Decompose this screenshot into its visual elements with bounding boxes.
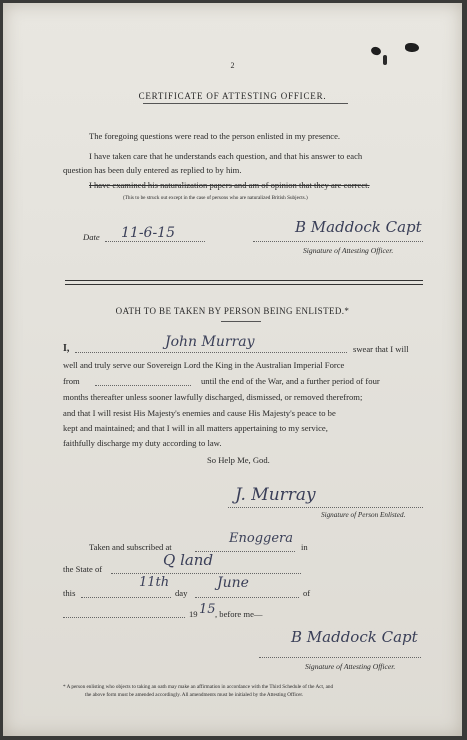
year-pre-line — [63, 617, 185, 618]
certificate-heading: CERTIFICATE OF ATTESTING OFFICER. — [138, 91, 327, 101]
month-handwritten: June — [217, 575, 249, 591]
naturalization-struck-line: I have examined his naturalization papers and am of opinion that they are correct. — [89, 180, 370, 190]
oath-line6: kept and maintained; and that I will in all matters appertaining to my service, — [63, 423, 328, 433]
oath-line3-from: from — [63, 376, 80, 386]
document-page — [3, 3, 462, 736]
strike-note: (This to be struck out except in the case of persons who are naturalized British Subjects.) — [123, 195, 308, 201]
taken-subscribed-label: Taken and subscribed at — [89, 542, 172, 552]
certificate-para1: The foregoing questions were read to the person enlisted in my presence. — [89, 131, 341, 141]
date-label: Date — [83, 232, 100, 242]
enlisted-signature-line — [228, 507, 423, 508]
so-help-me-god: So Help Me, God. — [207, 455, 270, 465]
name-line — [75, 352, 347, 353]
officer-signature-handwritten: B Maddock Capt — [295, 218, 422, 236]
state-line — [111, 573, 301, 574]
footnote-line2: the above form must be amended accordingly. All amendments must be initialed by the Attesting Officer. — [85, 692, 304, 698]
ink-stain — [405, 43, 419, 52]
section-divider — [65, 280, 423, 285]
heading-underline — [143, 103, 348, 104]
from-line — [95, 385, 191, 386]
officer-signature-caption-2: Signature of Attesting Officer. — [305, 662, 396, 671]
enlisted-signature-caption: Signature of Person Enlisted. — [321, 511, 406, 519]
place-handwritten: Enoggera — [229, 531, 293, 546]
year-prefix: 19 — [189, 609, 198, 619]
this-label: this — [63, 588, 76, 598]
footnote-line1: * A person enlisting who objects to taking an oath may make an affirmation in accordance with the Third Schedule of the Act, and — [63, 684, 334, 690]
enlisted-signature-handwritten: J. Murray — [235, 485, 316, 505]
oath-line7: faithfully discharge my duty according to law. — [63, 438, 222, 448]
date-handwritten: 11-6-15 — [121, 225, 175, 241]
oath-heading: OATH TO BE TAKEN BY PERSON BEING ENLISTED.* — [115, 306, 350, 316]
page-number: 2 — [230, 61, 235, 70]
day-handwritten: 11th — [139, 575, 170, 590]
in-label: in — [301, 542, 308, 552]
officer-signature-handwritten-2: B Maddock Capt — [291, 628, 418, 646]
oath-line3-rest: until the end of the War, and a further period of four — [201, 376, 380, 386]
heading-underline — [221, 321, 261, 322]
date-line — [105, 241, 205, 242]
state-handwritten: Q land — [163, 551, 214, 569]
officer-signature-caption: Signature of Attesting Officer. — [303, 246, 394, 255]
month-line — [195, 597, 299, 598]
day-line — [81, 597, 171, 598]
officer-signature-line-2 — [259, 657, 421, 658]
officer-signature-line — [253, 241, 423, 242]
oath-line4: months thereafter unless sooner lawfully discharged, dismissed, or removed therefrom; — [63, 392, 363, 402]
oath-line2: well and truly serve our Sovereign Lord the King in the Australian Imperial Force — [63, 360, 345, 370]
before-me-label: , before me— — [215, 609, 263, 619]
oath-line5: and that I will resist His Majesty's enemies and cause His Majesty's peace to be — [63, 408, 336, 418]
day-label: day — [175, 588, 188, 598]
certificate-para2-line2: question has been duly entered as replied to by him. — [63, 165, 242, 175]
oath-line1-end: swear that I will — [353, 344, 409, 354]
of-label: of — [303, 588, 311, 598]
enlistee-name-handwritten: John Murray — [165, 334, 255, 350]
ink-stain — [370, 46, 382, 57]
oath-i-label: I, — [63, 343, 70, 354]
certificate-para2-line1: I have taken care that he understands each question, and that his answer to each — [89, 151, 363, 161]
year-handwritten: 15 — [199, 602, 216, 617]
state-label: the State of — [63, 564, 103, 574]
